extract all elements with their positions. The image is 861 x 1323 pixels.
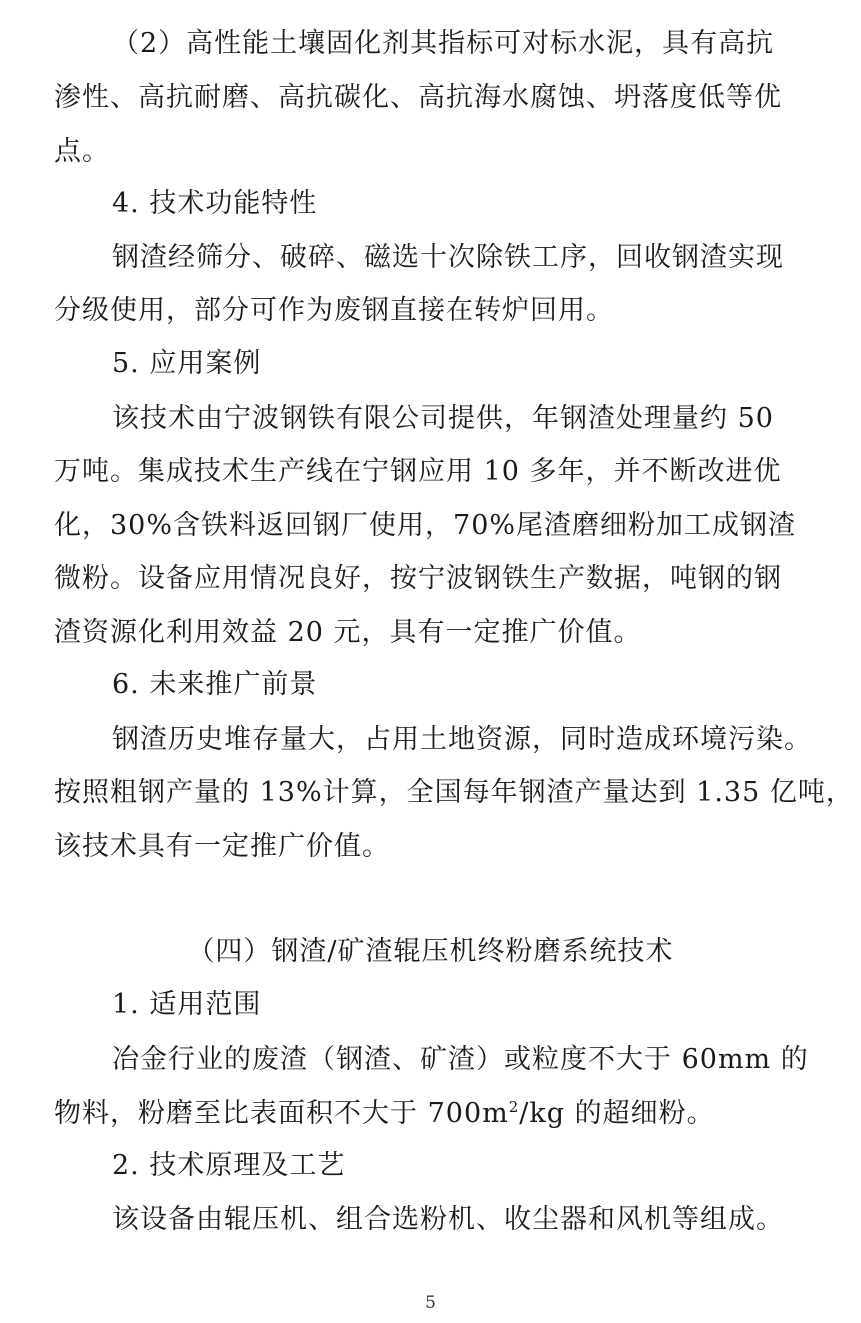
section-heading: 6. 未来推广前景 — [112, 669, 318, 700]
section-heading: 5. 应用案例 — [112, 348, 262, 379]
section-heading: 1. 适用范围 — [112, 989, 262, 1020]
paragraph-line: 钢渣历史堆存量大，占用土地资源，同时造成环境污染。 — [112, 724, 812, 755]
text-run: /kg 的超细粉。 — [519, 1098, 715, 1129]
paragraph-line: 该技术具有一定推广价值。 — [54, 831, 390, 862]
paragraph-line: 点。 — [54, 136, 110, 167]
paragraph-line: 该技术由宁波钢铁有限公司提供，年钢渣处理量约 50 — [112, 403, 774, 434]
paragraph-line: 钢渣经筛分、破碎、磁选十次除铁工序，回收钢渣实现 — [112, 242, 784, 273]
chapter-title: （四）钢渣/矿渣辊压机终粉磨系统技术 — [187, 936, 674, 967]
paragraph-line: 冶金行业的废渣（钢渣、矿渣）或粒度不大于 60mm 的 — [112, 1044, 809, 1075]
paragraph-line: 万吨。集成技术生产线在宁钢应用 10 多年，并不断改进优 — [54, 456, 782, 487]
page-number: 5 — [425, 1293, 436, 1313]
paragraph-line: 渗性、高抗耐磨、高抗碳化、高抗海水腐蚀、坍落度低等优 — [54, 82, 782, 113]
text-run: 物料，粉磨至比表面积不大于 700m — [54, 1098, 509, 1129]
paragraph-line: 该设备由辊压机、组合选粉机、收尘器和风机等组成。 — [112, 1204, 784, 1235]
paragraph-line: （2）高性能土壤固化剂其指标可对标水泥，具有高抗 — [112, 28, 775, 59]
section-heading: 2. 技术原理及工艺 — [112, 1150, 346, 1181]
section-heading: 4. 技术功能特性 — [112, 188, 318, 219]
paragraph-line: 渣资源化利用效益 20 元，具有一定推广价值。 — [54, 617, 642, 648]
paragraph-line — [54, 1096, 715, 1132]
superscript: 2 — [508, 1098, 520, 1116]
paragraph-line: 分级使用，部分可作为废钢直接在转炉回用。 — [54, 295, 614, 326]
paragraph-line: 按照粗钢产量的 13%计算，全国每年钢渣产量达到 1.35 亿吨， — [54, 777, 854, 808]
paragraph-line: 微粉。设备应用情况良好，按宁波钢铁生产数据，吨钢的钢 — [54, 563, 782, 594]
paragraph-line: 化，30%含铁料返回钢厂使用，70%尾渣磨细粉加工成钢渣 — [54, 510, 797, 541]
